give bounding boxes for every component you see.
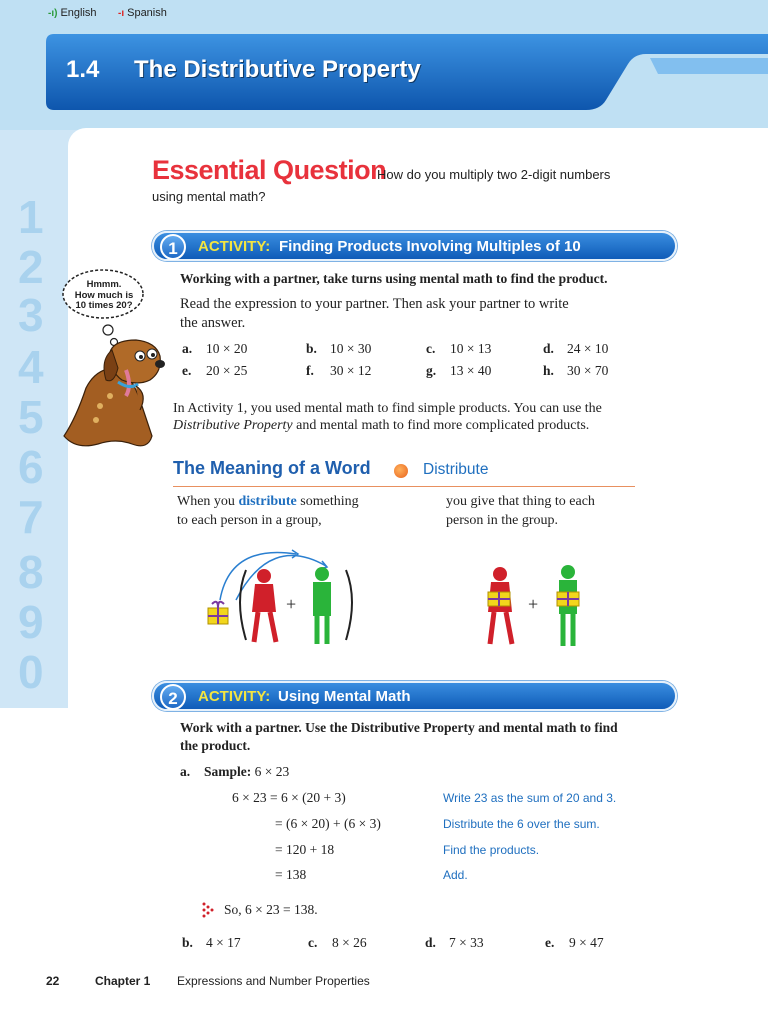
step-2-math: = (6 × 20) + (6 × 3) — [275, 816, 381, 831]
sample-label: Sample: — [204, 764, 252, 779]
step-2-note: Distribute the 6 over the sum. — [443, 817, 600, 831]
activity-2-instruction-line1: Work with a partner. Use the Distributive Property and mental math to find — [180, 720, 618, 735]
section-number: 1.4 — [66, 56, 100, 83]
step-3-note: Find the products. — [443, 843, 540, 857]
conclusion-arrow-icon — [202, 902, 216, 918]
svg-text:+: + — [286, 594, 297, 614]
problem-expr: 30 × 70 — [567, 363, 609, 378]
activity-2-header — [152, 681, 677, 711]
intro-line-2 — [173, 418, 589, 434]
activity-1-number: 1 — [160, 234, 186, 260]
problem-letter: b. — [306, 341, 317, 356]
margin-number-9: 9 — [18, 596, 44, 648]
meaning-divider — [173, 486, 635, 487]
page-number: 22 — [46, 974, 60, 988]
intro-line-1: In Activity 1, you used mental math to find simple products. You can use the — [173, 401, 602, 416]
distribute-after-illustration — [480, 562, 590, 652]
problem-expr: 20 × 25 — [206, 363, 248, 378]
activity-2-instruction-line2: the product. — [180, 738, 251, 753]
margin-number-6: 6 — [18, 441, 44, 493]
problem-b2 — [182, 935, 241, 951]
margin-number-7: 7 — [18, 491, 44, 543]
language-english-label: English — [60, 7, 97, 19]
meaning-right-line1: you give that thing to each — [446, 494, 595, 509]
margin-number-2: 2 — [18, 241, 44, 293]
sample-conclusion: So, 6 × 23 = 138. — [224, 902, 318, 917]
problem-g — [426, 363, 491, 379]
problem-letter: d. — [543, 341, 554, 356]
sample-line — [180, 764, 289, 780]
activity-1-read-line1: Read the expression to your partner. Then ask your partner to write — [180, 296, 569, 312]
meaning-left-line2: to each person in a group, — [177, 513, 322, 528]
problem-expr: 8 × 26 — [332, 935, 367, 950]
activity-1-title: Finding Products Involving Multiples of 10 — [279, 238, 581, 255]
problem-a — [182, 341, 247, 357]
problem-f — [306, 363, 371, 379]
footer-chapter-title: Expressions and Number Properties — [177, 974, 370, 988]
problem-b — [306, 341, 371, 357]
problem-letter: e. — [182, 363, 192, 378]
problem-expr: 7 × 33 — [449, 935, 484, 950]
audio-spanish-icon: -ı — [118, 7, 125, 19]
margin-number-5: 5 — [18, 391, 44, 443]
problem-expr: 13 × 40 — [450, 363, 492, 378]
problem-letter: c. — [426, 341, 436, 356]
svg-text:+: + — [528, 594, 539, 614]
problem-e — [182, 363, 247, 379]
step-1-note: Write 23 as the sum of 20 and 3. — [443, 791, 617, 805]
activity-2-number: 2 — [160, 684, 186, 710]
problem-expr: 9 × 47 — [569, 935, 604, 950]
activity-2-label: ACTIVITY: — [198, 688, 271, 705]
problem-letter: d. — [425, 935, 436, 950]
meaning-left-word: distribute — [238, 494, 297, 509]
problem-letter: h. — [543, 363, 554, 378]
problem-letter: e. — [545, 935, 555, 950]
essential-question-text: How do you multiply two 2-digit numbers — [377, 167, 611, 182]
bubble-line-3: 10 times 20? — [75, 300, 133, 311]
problem-expr: 10 × 20 — [206, 341, 248, 356]
problem-c2 — [308, 935, 367, 951]
dog-thought-bubble — [66, 280, 142, 312]
meaning-left-line1 — [177, 494, 359, 510]
step-4-math: = 138 — [275, 867, 307, 882]
bubble-line-2: How much is — [74, 289, 134, 301]
meaning-right-line2: person in the group. — [446, 513, 558, 528]
activity-1-label: ACTIVITY: — [198, 238, 271, 255]
problem-letter: f. — [306, 363, 314, 378]
meaning-word: Distribute — [423, 461, 489, 478]
intro-line-2-rest: and mental math to find more complicated products. — [292, 418, 590, 433]
margin-number-4: 4 — [18, 341, 44, 393]
essential-question-heading: Essential Question — [152, 155, 387, 185]
problem-expr: 10 × 30 — [330, 341, 372, 356]
language-spanish-link[interactable] — [118, 7, 167, 19]
activity-1-instruction: Working with a partner, take turns using mental math to find the product. — [180, 271, 608, 286]
footer-chapter: Chapter 1 — [95, 974, 151, 988]
margin-number-3: 3 — [18, 289, 44, 341]
problem-letter: c. — [308, 935, 318, 950]
essential-question-text-cont: using mental math? — [152, 189, 266, 204]
language-spanish-label: Spanish — [127, 7, 167, 19]
bullet-dot-icon — [394, 464, 408, 478]
margin-number-1: 1 — [18, 191, 44, 243]
problem-expr: 30 × 12 — [330, 363, 372, 378]
problem-letter: g. — [426, 363, 437, 378]
step-4-note: Add. — [443, 868, 468, 882]
activity-1-read-line2: the answer. — [180, 315, 246, 331]
problem-d2 — [425, 935, 484, 951]
sample-letter: a. — [180, 764, 191, 779]
activity-2-title: Using Mental Math — [278, 688, 411, 705]
margin-number-8: 8 — [18, 546, 44, 598]
problem-letter: a. — [182, 341, 193, 356]
problem-h — [543, 363, 608, 379]
sample-expr: 6 × 23 — [254, 764, 290, 779]
section-title: The Distributive Property — [134, 56, 421, 83]
step-1-math: 6 × 23 = 6 × (20 + 3) — [232, 790, 346, 805]
language-english-link[interactable] — [48, 7, 97, 19]
meaning-left-pre: When you — [177, 494, 239, 509]
problem-letter: b. — [182, 935, 193, 950]
problem-expr: 24 × 10 — [567, 341, 609, 356]
problem-expr: 4 × 17 — [206, 935, 241, 950]
bubble-line-1: Hmmm. — [86, 279, 122, 290]
meaning-left-post: something — [296, 494, 359, 509]
distribute-before-illustration — [200, 540, 360, 650]
problem-e2 — [545, 935, 604, 951]
margin-number-0: 0 — [18, 646, 44, 698]
step-3-math: = 120 + 18 — [275, 842, 335, 857]
intro-term: Distributive Property — [173, 418, 293, 433]
audio-english-icon: -ı) — [48, 7, 58, 19]
problem-expr: 10 × 13 — [450, 341, 492, 356]
problem-c — [426, 341, 491, 357]
meaning-of-word-heading: The Meaning of a Word — [173, 458, 371, 478]
activity-1-header — [152, 231, 677, 261]
problem-d — [543, 341, 608, 357]
